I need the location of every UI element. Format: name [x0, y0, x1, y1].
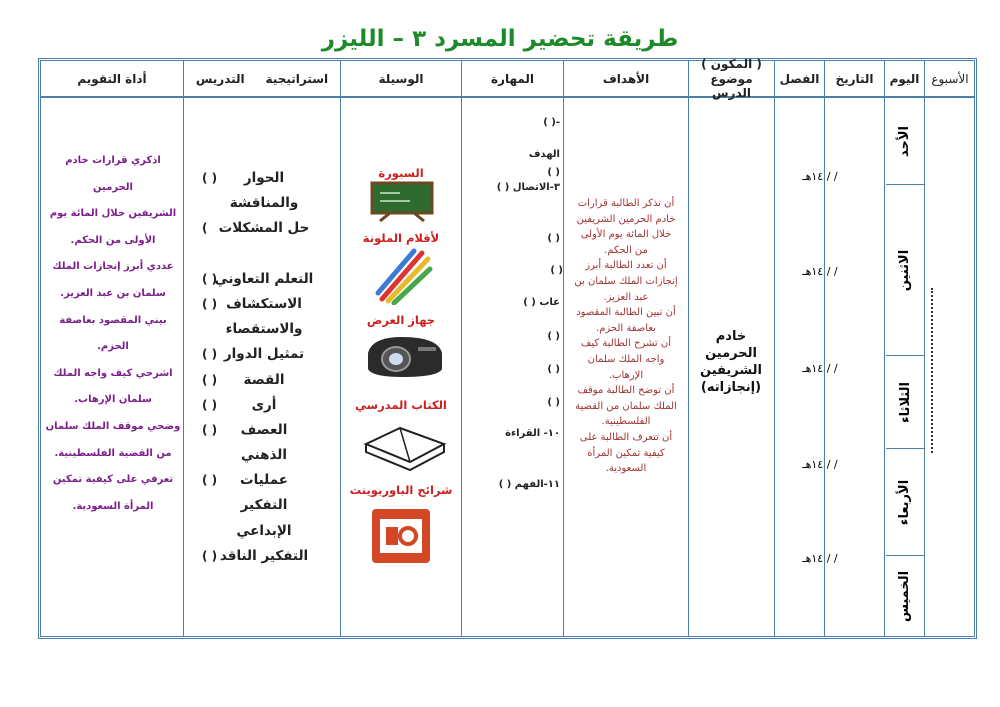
day-tuesday: الثلاثاء — [897, 381, 913, 423]
evaluation-line: الحزم. — [97, 341, 129, 353]
strategy-item: الذهني — [240, 447, 288, 464]
goal-line: واجه الملك سلمان — [587, 353, 665, 365]
powerpoint-icon — [370, 505, 432, 567]
evaluation-line: الأولى من الحكم. — [70, 234, 156, 246]
header-skill: المهارة — [490, 71, 535, 86]
goal-line: أن تعدد الطالبة أبرز — [585, 260, 667, 272]
column-divider — [824, 60, 825, 637]
header-day: اليوم — [889, 71, 920, 86]
evaluation-line: عددي أبرز إنجازات الملك — [52, 261, 174, 273]
skill-item: ( ) — [547, 233, 560, 244]
strategy-list — [190, 166, 338, 569]
header-component-line1: ( المكون ) — [701, 57, 762, 72]
goal-line: السعودية. — [605, 463, 647, 475]
strategy-item: أرى ( ) — [202, 396, 277, 413]
goal-line: أن تبين الطالبة المقصود — [576, 307, 676, 319]
lesson-topic: خادم الحرمين الشريفين (إنجازاته) — [700, 329, 762, 395]
goal-line: عبد العزيز. — [603, 291, 649, 303]
evaluation-line: اذكري قرارات خادم الحرمين — [65, 155, 161, 193]
header-goals: الأهداف — [602, 71, 650, 86]
skill-item: ٣-الاتصال ( ) — [496, 182, 560, 193]
evaluation-line: اشرحي كيف واجه الملك — [53, 367, 173, 379]
date-cell: / / ١٤هـ — [802, 170, 838, 183]
day-monday: الاثنين — [897, 249, 913, 291]
goal-line: أن توضح الطالبة موقف — [577, 385, 675, 397]
skill-item: عاب ( ) — [523, 297, 560, 308]
day-thursday: الخميس — [897, 570, 913, 622]
skill-item: ( ) — [547, 397, 560, 408]
goal-line: أن تذكر الطالبة قرارات — [577, 198, 675, 209]
column-divider — [461, 60, 462, 637]
strategy-item: القصة ( ) — [202, 371, 285, 388]
tool-label: شرائح الباوربوينت — [349, 483, 453, 497]
tool-label: السبورة — [378, 166, 424, 180]
strategy-item: حل المشكلات ( — [202, 220, 310, 237]
strategy-item: الإبداعي — [236, 522, 292, 539]
projector-icon — [362, 329, 448, 381]
goal-line: بعاصفة الحزم. — [596, 322, 656, 334]
header-week: الأسبوع — [931, 71, 969, 86]
strategy-item: التفكير الناقد ( ) — [202, 547, 309, 564]
day-sunday: الأحد — [897, 125, 913, 157]
strategy-item: الحوار ( ) — [202, 170, 285, 186]
goals-list — [566, 196, 686, 477]
strategy-item: عمليات ( ) — [202, 472, 288, 489]
evaluation-list — [45, 148, 181, 520]
evaluation-line: تعرفي على كيفية تمكين — [52, 474, 174, 486]
header-component-line2: موضوع الدرس — [710, 71, 753, 101]
header-evaluation: أداة التقويم — [77, 71, 147, 86]
goal-line: كيفية تمكين المرأة — [587, 447, 665, 459]
date-cell: / / ١٤هـ — [802, 458, 838, 471]
date-cell: / / ١٤هـ — [802, 265, 838, 278]
skill-item: ١٠- القراءة — [505, 428, 560, 439]
strategy-item: تمثيل الدوار ( ) — [202, 346, 305, 363]
evaluation-line: بيني المقصود بعاصفة — [59, 314, 167, 326]
book-icon — [360, 414, 450, 474]
goal-line: أن تشرح الطالبة كيف — [581, 338, 671, 350]
goal-line: الفلسطينية. — [601, 416, 651, 428]
column-divider — [340, 60, 341, 637]
tool-label: لأقلام الملونة — [362, 231, 440, 245]
strategy-item: العصف ( ) — [202, 421, 288, 438]
evaluation-line: الشريفين خلال المائة يوم — [49, 208, 177, 220]
strategy-item: الاستكشاف ( ) — [202, 295, 302, 312]
date-cell: / / ١٤هـ — [802, 362, 838, 375]
skill-item: ( ) — [547, 167, 560, 178]
column-divider — [183, 60, 184, 637]
goal-line: الإرهاب. — [608, 369, 644, 381]
header-strategy: استراتيجية التدريس — [195, 71, 329, 86]
strategy-item — [190, 242, 338, 267]
strategy-item: والاستقصاء — [225, 321, 303, 338]
tool-label: الكتاب المدرسي — [355, 398, 447, 412]
evaluation-line: وضحي موقف الملك سلمان — [45, 420, 181, 432]
header-divider — [40, 96, 975, 98]
skill-item: ( ) — [547, 364, 560, 375]
goal-line: خلال المائة يوم الأولى — [580, 229, 672, 241]
goal-line: خادم الحرمين الشريفين — [576, 213, 676, 225]
chalkboard-icon — [370, 181, 434, 225]
column-divider — [884, 60, 885, 637]
goal-line: من الحكم. — [604, 244, 648, 256]
header-date: التاريخ — [835, 71, 874, 86]
skill-item: الهدف — [528, 149, 560, 160]
skill-item: ١١-الفهم ( ) — [498, 479, 560, 490]
date-cell: / / ١٤هـ — [802, 552, 838, 565]
skill-item: -( ) — [543, 117, 560, 128]
goal-line: إنجازات الملك سلمان بن — [574, 275, 678, 287]
column-divider — [563, 60, 564, 637]
day-wednesday: الأربعاء — [897, 479, 913, 525]
column-divider — [688, 60, 689, 637]
evaluation-line: من القضية الفلسطينية. — [54, 447, 172, 459]
strategy-item: التعلم التعاوني ( ) — [202, 270, 314, 287]
column-divider — [924, 60, 925, 637]
header-class: الفصل — [779, 71, 820, 86]
week-dotted-line — [931, 288, 933, 453]
goal-line: الملك سلمان من القضية — [575, 400, 677, 412]
header-component — [689, 57, 774, 101]
skill-item: ( ) — [547, 331, 560, 342]
evaluation-line: المرأة السعودية. — [72, 500, 154, 512]
header-tool: الوسيلة — [378, 71, 424, 86]
goal-line: أن تتعرف الطالبة على — [579, 431, 673, 443]
strategy-item: والمناقشة — [229, 195, 299, 212]
tool-label: جهاز العرض — [366, 313, 436, 327]
page-title: طريقة تحضير المسرد ٣ – الليزر — [321, 26, 679, 52]
colored-pencils-icon — [374, 247, 434, 305]
strategy-item: التفكير — [240, 497, 288, 514]
column-divider — [774, 60, 775, 637]
evaluation-line: سلمان بن عبد العزيز. — [60, 287, 166, 299]
evaluation-line: سلمان الإرهاب. — [74, 394, 152, 406]
skill-item: ( ) — [550, 265, 563, 276]
